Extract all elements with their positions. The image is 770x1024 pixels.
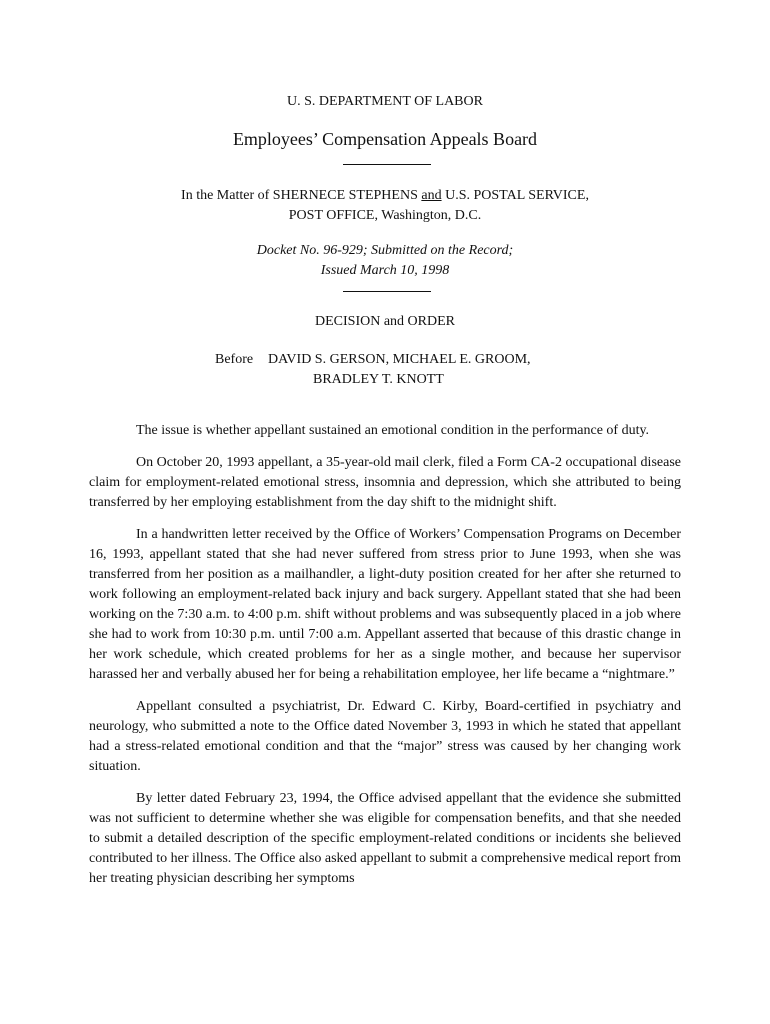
body-paragraph: By letter dated February 23, 1994, the Office advised appellant that the evidence she submitted was not sufficient to determine whether she was eligible for compensation benefits, and that she needed to submit a detailed description of the specific employment-related conditions or incidents she believed contributed to her illness. The Office also asked appellant to submit a comprehensive medical report from her treating physician describing her symptoms: [89, 791, 681, 886]
before-label: Before: [215, 352, 254, 367]
body-paragraph: The issue is whether appellant sustained an emotional condition in the performance of duty.: [136, 423, 650, 438]
case-caption-line2: POST OFFICE, Washington, D.C.: [288, 208, 482, 223]
caption-suffix: U.S. POSTAL SERVICE,: [441, 188, 589, 203]
case-caption-line1: [0, 186, 770, 206]
board-title: Employees’ Compensation Appeals Board: [232, 129, 538, 149]
department-heading: U. S. DEPARTMENT OF LABOR: [287, 94, 483, 109]
docket-line1: Docket No. 96-929; Submitted on the Record;: [256, 243, 514, 258]
decision-body: [89, 421, 681, 901]
docket-line2: Issued March 10, 1998: [320, 263, 450, 278]
caption-and: and: [421, 188, 442, 203]
body-paragraph: On October 20, 1993 appellant, a 35-year-old mail clerk, filed a Form CA-2 occupational disease claim for employment-related emotional stress, insomnia and depression, which she attributed to being transferred by her employing establishment from the day shift to the midnight shift.: [89, 455, 681, 510]
body-paragraph: Appellant consulted a psychiatrist, Dr. Edward C. Kirby, Board-certified in psychiatry and neurology, who submitted a note to the Office dated November 3, 1993 in which he stated that appellant had a stress-related emotional condition and that the “major” stress was caused by her changing work situation.: [89, 699, 681, 774]
panel-names-line1: DAVID S. GERSON, MICHAEL E. GROOM,: [268, 352, 531, 367]
docket-divider: [343, 291, 431, 292]
case-caption: [0, 186, 770, 226]
title-divider: [343, 164, 431, 165]
decision-title: DECISION and ORDER: [315, 314, 455, 329]
body-paragraph: In a handwritten letter received by the Office of Workers’ Compensation Programs on December 16, 1993, appellant stated that she had never suffered from stress prior to June 1993, when she was transferred from her position as a mailhandler, a light-duty position created for her after she returned to work following an employment-related back injury and back surgery. Appellant stated that she had been working on the 7:30 a.m. to 4:00 p.m. shift without problems and was subsequently placed in a job where she had to work from 10:30 p.m. until 7:00 a.m. Appellant asserted that because of this drastic change in her work schedule, which created problems for her as a single mother, and because her supervisor harassed her and verbally abused her for being a rehabilitation employee, her life became a “nightmare.”: [89, 527, 681, 682]
docket-info: [0, 241, 770, 281]
caption-prefix: In the Matter of SHERNECE STEPHENS: [181, 188, 422, 203]
panel-names-line2: BRADLEY T. KNOTT: [313, 372, 444, 387]
